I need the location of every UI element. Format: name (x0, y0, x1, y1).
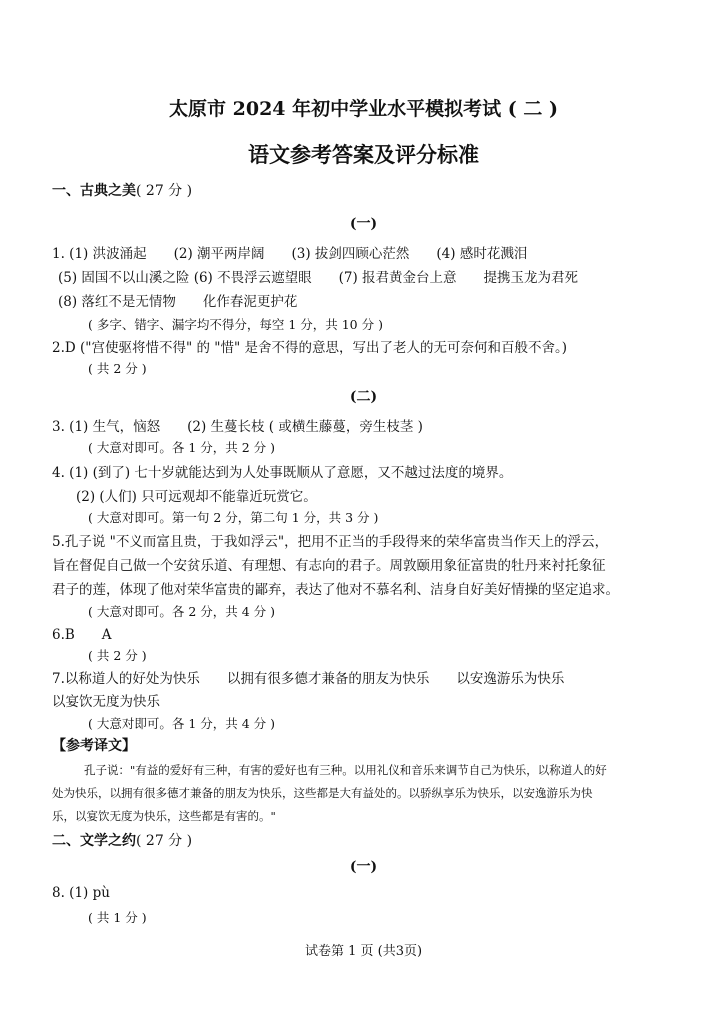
section-heading-1-text: 一、古典之美 (52, 183, 136, 199)
section-heading-2-score: ( 27 分 ) (136, 833, 193, 849)
reference-translation-heading: 【参考译文】 (52, 738, 136, 754)
q1-scoring-note: ( 多字、错字、漏字均不得分，每空 1 分，共 10 分 ) (88, 317, 383, 332)
q5-line-2: 旨在督促自己做一个安贫乐道、有理想、有志向的君子。周敦颐用象征富贵的牡丹来衬托象征 (52, 558, 606, 574)
q4-line-2: (2) (人们) 只可远观却不能靠近玩赏它。 (76, 489, 317, 505)
section-heading-2-text: 二、文学之约 (52, 833, 136, 849)
q3-scoring-note: ( 大意对即可。各 1 分，共 2 分 ) (88, 440, 276, 455)
q8-answer: 8. (1) pù (52, 885, 110, 901)
part-label-1-1: (一) (349, 216, 378, 232)
section-heading-1 (52, 180, 192, 200)
reference-translation-line-2: 处为快乐，以拥有很多德才兼备的朋友为快乐，这些都是大有益处的。以骄纵享乐为快乐，以安逸游乐为快 (52, 786, 593, 800)
q4-scoring-note: ( 大意对即可。第一句 2 分，第二句 1 分，共 3 分 ) (88, 510, 379, 525)
q7-scoring-note: ( 大意对即可。各 1 分，共 4 分 ) (88, 716, 276, 731)
q8-scoring-note: ( 共 1 分 ) (88, 910, 147, 925)
q5-line-1: 5.孔子说 "不义而富且贵，于我如浮云"，把用不正当的手段得来的荣华富贵当作天上的浮云， (52, 534, 609, 550)
q6-scoring-note: ( 共 2 分 ) (88, 648, 147, 663)
q5-scoring-note: ( 大意对即可。各 2 分，共 4 分 ) (88, 604, 276, 619)
page-footer: 试卷第 1 页 (共3页) (304, 944, 423, 959)
q7-line-2: 以宴饮无度为快乐 (52, 694, 160, 710)
q1-line-2: (5) 固国不以山溪之险 (6) 不畏浮云遮望眼 (7) 报君黄金台上意 提携玉龙为君死 (58, 270, 579, 286)
q7-line-1: 7.以称道人的好处为快乐 以拥有很多德才兼备的朋友为快乐 以安逸游乐为快乐 (52, 671, 565, 687)
exam-title: 太原市 2024 年初中学业水平模拟考试 ( 二 ) (169, 98, 558, 120)
reference-translation-line-1: 孔子说："有益的爱好有三种，有害的爱好也有三种。以用礼仪和音乐来调节自己为快乐，以称道人的好 (84, 763, 607, 777)
q1-line-1: 1. (1) 洪波涌起 (2) 潮平两岸阔 (3) 拔剑四顾心茫然 (4) 感时花溅泪 (52, 246, 528, 262)
reference-translation-line-3: 乐，以宴饮无度为快乐，这些都是有害的。" (52, 809, 276, 823)
section-heading-2 (52, 830, 192, 850)
q2-answer: 2.D ("宫使驱将惜不得" 的 "惜" 是舍不得的意思，写出了老人的无可奈何和百般不舍。) (52, 340, 567, 356)
q6-answer: 6.B A (52, 627, 112, 643)
q3-answer: 3. (1) 生气，恼怒 (2) 生蔓长枝 ( 或横生藤蔓，旁生枝茎 ) (52, 419, 423, 435)
q1-line-3: (8) 落红不是无情物 化作春泥更护花 (58, 294, 298, 310)
q4-line-1: 4. (1) (到了) 七十岁就能达到为人处事既顺从了意愿，又不越过法度的境界。 (52, 465, 513, 481)
q5-line-3: 君子的莲，体现了他对荣华富贵的鄙弃，表达了他对不慕名利、洁身自好美好情操的坚定追求。 (52, 582, 619, 598)
q2-scoring-note: ( 共 2 分 ) (88, 361, 147, 376)
exam-subtitle: 语文参考答案及评分标准 (248, 142, 479, 167)
section-heading-1-score: ( 27 分 ) (136, 183, 193, 199)
part-label-2-1: (一) (349, 859, 378, 875)
part-label-1-2: (二) (349, 389, 378, 405)
